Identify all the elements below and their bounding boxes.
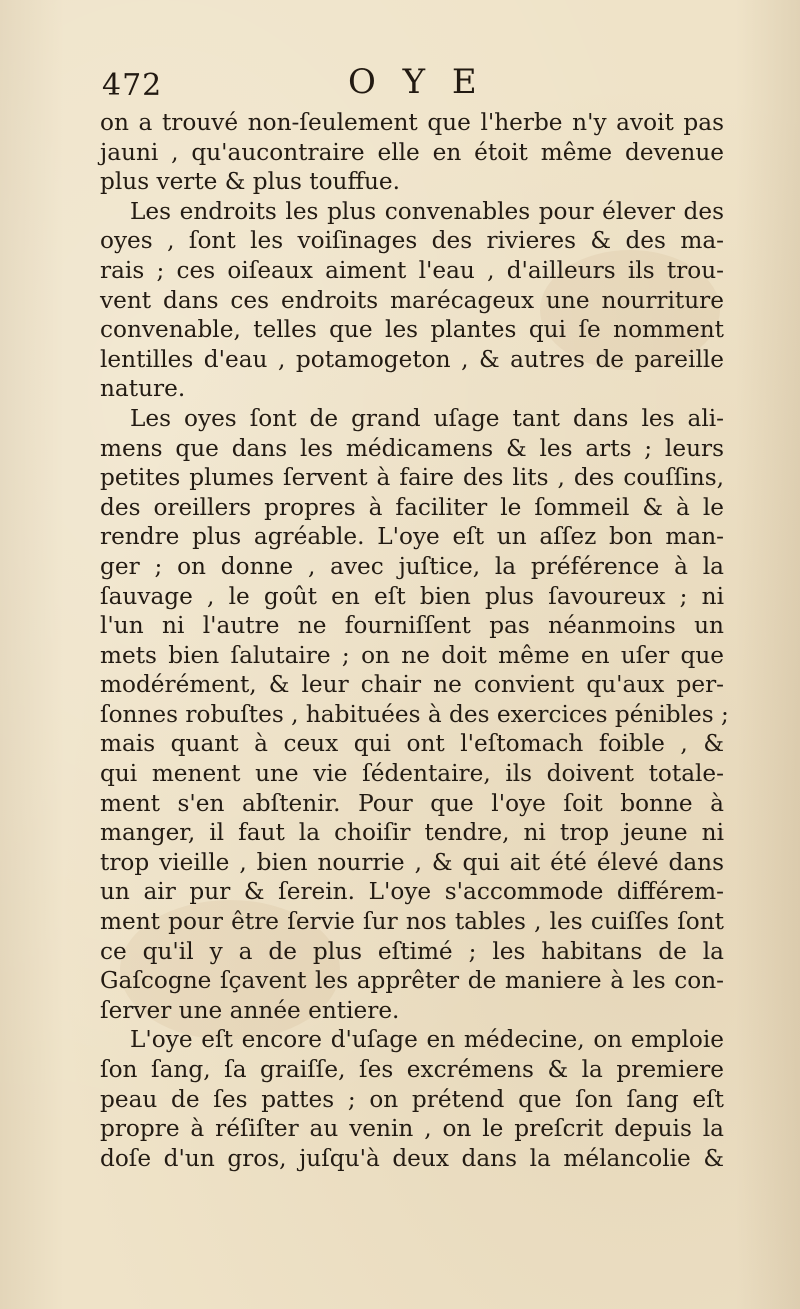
text-line: ſerver une année entiere. [100,996,400,1024]
paragraph [86,1025,738,1173]
text-line: des oreillers propres à faciliter le ſommeil & à le [100,493,724,521]
text-line: plus verte & plus touffue. [100,168,400,196]
text-line: ce qu'il y a de plus eſtimé ; les habitans de la [100,937,724,965]
text-line: ſauvage , le goût en eſt bien plus ſavoureux ; ni [100,582,724,610]
text-line: petites plumes ſervent à faire des lits , des couſſins, [100,464,724,492]
text-line: mens que dans les médicamens & les arts ; leurs [100,434,724,462]
text-line: Les endroits les plus convenables pour élever des [130,197,724,225]
text-line: qui menent une vie ſédentaire, ils doivent totale- [100,760,724,788]
text-line: propre à réſiſter au venin , on le preſcrit depuis la [100,1115,724,1143]
text-line: Les oyes ſont de grand uſage tant dans les ali- [130,404,724,432]
text-line: ger ; on donne , avec juſtice, la préférence à la [100,552,724,580]
text-line: mais quant à ceux qui ont l'eſtomach foible , & [100,730,724,758]
text-line: trop vieille , bien nourrie , & qui ait été élevé dans [100,848,724,876]
paragraph [86,197,738,404]
text-line: ment pour être ſervie ſur nos tables , les cuiſſes ſont [100,908,724,936]
text-line: ment s'en abſtenir. Pour que l'oye ſoit bonne à [100,789,724,817]
running-title: O Y E [348,62,485,102]
text-line: L'oye eſt encore d'uſage en médecine, on emploie [130,1026,724,1054]
paragraph [86,404,738,1025]
text-line: ſon ſang, ſa graiſſe, ſes excrémens & la premiere [100,1056,724,1083]
text-line: manger, il faut la choiſir tendre, ni trop jeune ni [100,819,724,847]
book-page [86,56,738,1256]
text-line: doſe d'un gros, juſqu'à deux dans la mélancolie & [100,1144,724,1172]
page-number: 472 [102,68,163,103]
text-line: vent dans ces endroits marécageux une nourriture [100,286,724,314]
text-line: convenable, telles que les plantes qui ſe nomment [100,316,724,344]
text-line: l'un ni l'autre ne fourniſſent pas néanmoins un [100,612,724,640]
text-line: on a trouvé non-ſeulement que l'herbe n'y avoit pas [100,109,724,136]
running-head [86,56,738,108]
text-line: Gaſcogne ſçavent les apprêter de maniere à les con- [100,967,724,995]
text-line: modérément, & leur chair ne convient qu'aux per- [100,671,724,699]
text-line: lentilles d'eau , potamogeton , & autres de pareille [100,345,724,373]
text-line: jauni , qu'aucontraire elle en étoit même devenue [100,138,724,166]
paragraph [86,108,738,197]
text-line: rendre plus agréable. L'oye eſt un aſſez bon man- [100,523,724,551]
text-line: peau de ſes pattes ; on prétend que ſon ſang eſt [100,1085,724,1113]
text-line: nature. [100,375,186,403]
text-line: ſonnes robuſtes , habituées à des exercices pénibles ; [100,700,729,728]
text-line: un air pur & ſerein. L'oye s'accommode différem- [100,878,724,906]
text-line: oyes , ſont les voiſinages des rivieres & des ma- [100,227,724,255]
text-line: mets bien ſalutaire ; on ne doit même en uſer que [100,641,724,669]
text-body [86,108,738,1173]
text-line: rais ; ces oiſeaux aiment l'eau , d'ailleurs ils trou- [100,256,724,284]
